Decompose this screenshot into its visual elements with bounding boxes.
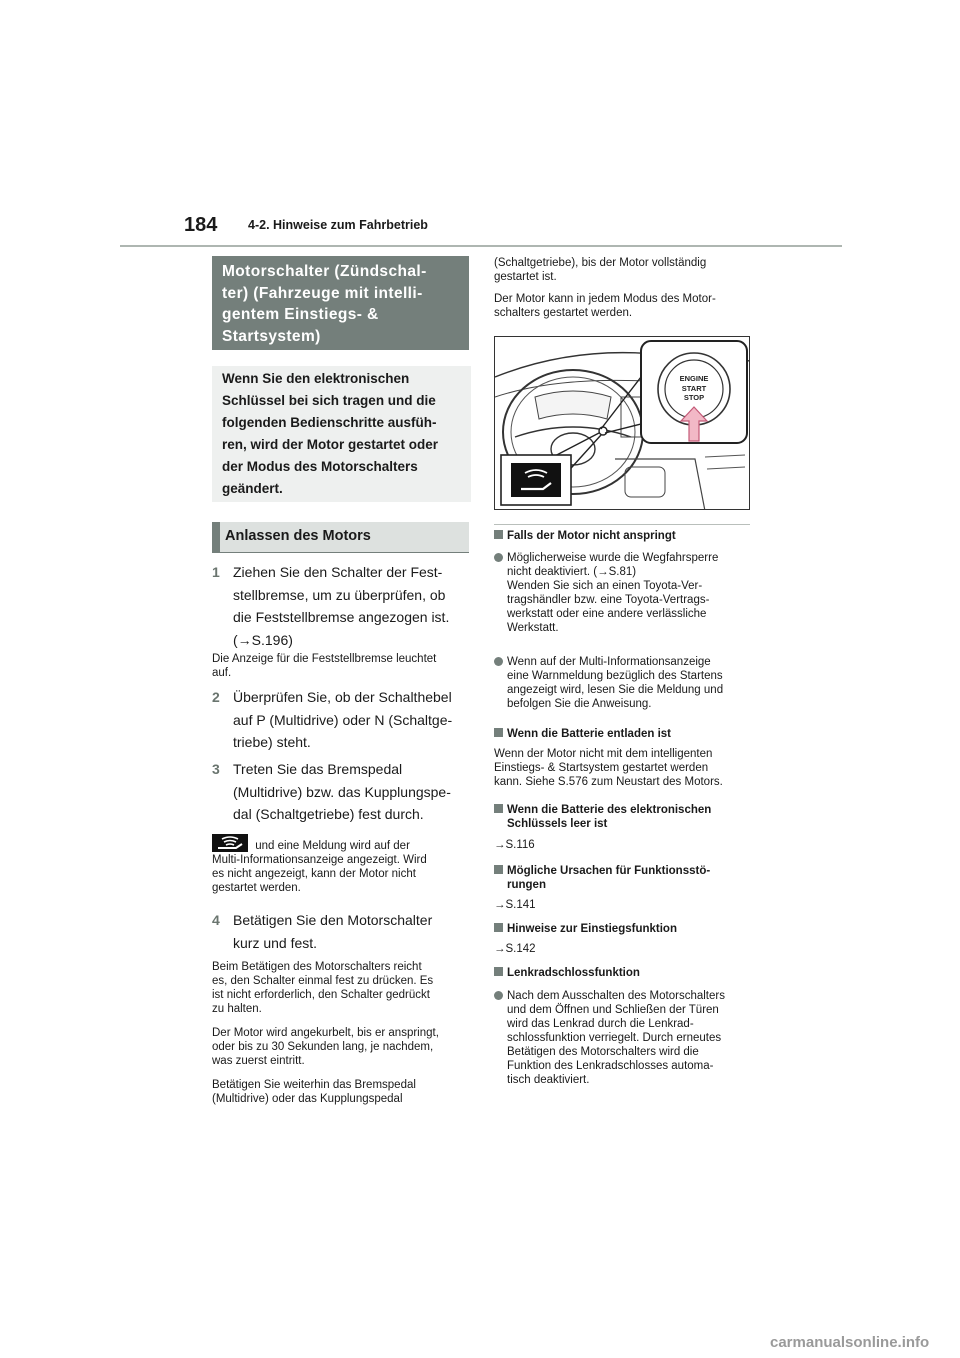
step-3: [212, 758, 474, 826]
square-bullet-icon: [494, 728, 503, 737]
button-label: START: [681, 384, 707, 393]
note-line: gestartet werden.: [212, 882, 301, 894]
page-number: 184: [184, 214, 218, 236]
step-number: 1: [212, 564, 220, 580]
text-line: gestartet ist.: [494, 271, 557, 283]
bullet-steering-lock: [494, 989, 750, 1087]
text-line: schalters gestartet werden.: [494, 307, 633, 319]
step-4: [212, 909, 474, 954]
step-line: Überprüfen Sie, ob der Schalthebel: [233, 689, 452, 705]
button-label: STOP: [683, 393, 705, 402]
note-line: Der Motor wird angekurbelt, bis er anspringt,: [212, 1027, 439, 1039]
circle-bullet-icon: [494, 991, 503, 1000]
title-line: Startsystem): [222, 327, 321, 345]
title-line: ter) (Fahrzeuge mit intelli-: [222, 284, 423, 302]
note-line: auf.: [212, 667, 232, 679]
intro-line: Wenn Sie den elektronischen: [222, 371, 410, 386]
bullet-line: Wenn auf der Multi-Informationsanzeige: [507, 656, 711, 668]
step-line: (→S.196): [233, 631, 293, 648]
step-line: Treten Sie das Bremspedal: [233, 761, 403, 777]
bullet-line: und dem Öffnen und Schließen der Türen: [507, 1004, 719, 1016]
note-line: Die Anzeige für die Feststellbremse leuchtet: [212, 653, 437, 665]
bullet-line: eine Warnmeldung bezüglich des Startens: [507, 670, 723, 682]
figure-divider: [494, 524, 750, 525]
note-step-4a: [212, 960, 474, 1016]
bullet-immobilizer: [494, 551, 750, 635]
text-line: Einstiegs- & Startsystem gestartet werden: [494, 762, 709, 774]
bullet-line: befolgen Sie die Anweisung.: [507, 698, 652, 710]
text-line: (Schaltgetriebe), bis der Motor vollständig: [494, 257, 707, 269]
bullet-line: tisch deaktiviert.: [507, 1074, 590, 1086]
step-1: [212, 561, 474, 651]
intro-line: Schlüssel bei sich tragen und die: [222, 393, 436, 408]
intro-line: ren, wird der Motor gestartet oder: [222, 437, 439, 452]
note-line: (Multidrive) oder das Kupplungspedal: [212, 1093, 403, 1105]
step-line: kurz und fest.: [233, 934, 318, 951]
ref-malfunction: →S.141: [494, 899, 536, 911]
square-bullet-icon: [494, 865, 503, 874]
dashboard-illustration: [494, 336, 750, 510]
note-step-4c: [212, 1078, 474, 1106]
bullet-line: schlossfunktion verriegelt. Durch erneutes: [507, 1032, 722, 1044]
watermark: carmanualsonline.info: [770, 1334, 930, 1351]
step-line: Ziehen Sie den Schalter der Fest-: [233, 564, 443, 580]
heading-battery-discharged: Wenn die Batterie entladen ist: [494, 727, 750, 741]
dashboard-drawing: [495, 337, 750, 510]
note-line: es, den Schalter einmal fest zu drücken. Es: [212, 975, 434, 987]
step-line: (Multidrive) bzw. das Kupplungspe-: [233, 783, 451, 800]
note-step-3: [212, 834, 474, 895]
continuation-paragraph-2: [494, 292, 750, 320]
step-line: triebe) steht.: [233, 734, 311, 750]
intro-line: geändert.: [222, 481, 283, 496]
note-line: oder bis zu 30 Sekunden lang, je nachdem,: [212, 1041, 434, 1053]
circle-bullet-icon: [494, 657, 503, 666]
heading-entry-function: Hinweise zur Einstiegsfunktion: [494, 922, 750, 936]
step-2: [212, 686, 474, 754]
bullet-warning-message: [494, 655, 750, 711]
ref-key-battery: →S.116: [494, 839, 535, 851]
note-line: Multi-Informationsanzeige angezeigt. Wird: [212, 854, 427, 866]
bullet-line: Nach dem Ausschalten des Motorschalters: [507, 990, 725, 1002]
text-line: Wenn der Motor nicht mit dem intelligenten: [494, 748, 713, 760]
note-line: Betätigen Sie weiterhin das Bremspedal: [212, 1079, 416, 1091]
bullet-line: angezeigt wird, lesen Sie die Meldung und: [507, 684, 724, 696]
section-header: 4-2. Hinweise zum Fahrbetrieb: [248, 218, 428, 232]
note-line: Beim Betätigen des Motorschalters reicht: [212, 961, 422, 973]
bullet-line: wird das Lenkrad durch die Lenkrad-: [507, 1018, 694, 1030]
ref-entry-function: →S.142: [494, 943, 536, 955]
note-step-1: [212, 652, 474, 680]
note-line: es nicht angezeigt, kann der Motor nicht: [212, 868, 416, 880]
text-line: kann. Siehe S.576 zum Neustart des Motors.: [494, 776, 723, 788]
step-number: 4: [212, 912, 220, 928]
button-label: ENGINE: [679, 374, 709, 383]
bullet-line: Betätigen des Motorschalters wird die: [507, 1046, 699, 1058]
title-line: Motorschalter (Zündschal-: [222, 263, 427, 280]
note-line: zu halten.: [212, 1003, 262, 1015]
text-line: Der Motor kann in jedem Modus des Motor-: [494, 293, 716, 305]
bullet-line: werkstatt oder eine andere verlässliche: [507, 608, 707, 620]
bullet-line: Werkstatt.: [507, 622, 559, 634]
subheading-starting-engine: Anlassen des Motors: [212, 522, 469, 552]
intro-line: der Modus des Motorschalters: [222, 459, 418, 474]
bullet-line: Funktion des Lenkradschlosses automa-: [507, 1060, 714, 1072]
square-bullet-icon: [494, 923, 503, 932]
heading-steering-lock: Lenkradschlossfunktion: [494, 966, 750, 980]
bullet-line: tragshändler bzw. eine Toyota-Vertrags-: [507, 594, 710, 606]
square-bullet-icon: [494, 804, 503, 813]
bullet-line: Wenden Sie sich an einen Toyota-Ver-: [507, 580, 703, 592]
title-line: gentem Einstiegs- &: [222, 306, 379, 323]
note-step-4b: [212, 1026, 474, 1068]
bullet-line: Möglicherweise wurde die Wegfahrsperre: [507, 552, 719, 564]
header-rule: [120, 245, 842, 247]
brake-message-icon: [212, 834, 248, 852]
step-line: die Feststellbremse angezogen ist.: [233, 609, 450, 625]
continuation-paragraph-1: [494, 256, 750, 284]
bullet-line: nicht deaktiviert. (→S.81): [507, 566, 637, 578]
step-line: stellbremse, um zu überprüfen, ob: [233, 586, 446, 603]
square-bullet-icon: [494, 967, 503, 976]
step-line: Betätigen Sie den Motorschalter: [233, 912, 433, 928]
note-line: ist nicht erforderlich, den Schalter gedrückt: [212, 989, 430, 1001]
heading-engine-not-starting: Falls der Motor nicht anspringt: [494, 529, 750, 543]
circle-bullet-icon: [494, 553, 503, 562]
section-title-box: [212, 256, 469, 350]
heading-key-battery-empty: Wenn die Batterie des elektronischen Schlüssels leer ist: [494, 803, 750, 831]
step-number: 2: [212, 689, 220, 705]
intro-line: folgenden Bedienschritte ausfüh-: [222, 415, 437, 430]
heading-malfunction-causes: Mögliche Ursachen für Funktionsstö- rungen: [494, 864, 750, 892]
square-bullet-icon: [494, 530, 503, 539]
battery-discharged-text: [494, 747, 750, 789]
step-line: auf P (Multidrive) oder N (Schaltge-: [233, 711, 453, 728]
subheading-rule: [212, 552, 469, 553]
note-line: und eine Meldung wird auf der: [212, 834, 474, 853]
note-line: was zuerst eintritt.: [212, 1055, 305, 1067]
step-number: 3: [212, 761, 220, 777]
step-line: dal (Schaltgetriebe) fest durch.: [233, 806, 424, 822]
intro-box: [212, 366, 471, 502]
